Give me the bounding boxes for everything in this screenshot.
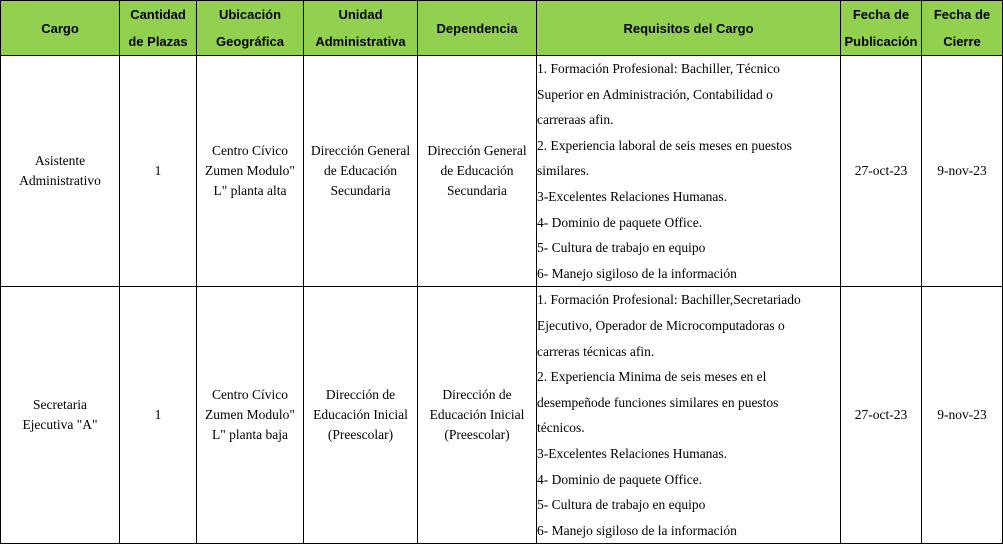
header-cantidad-line-2: de Plazas xyxy=(128,34,188,49)
cargo-line: Asistente xyxy=(34,153,86,169)
cell-unidad xyxy=(304,56,418,287)
requisito-line: 2. Experiencia laboral de seis meses en puestos xyxy=(537,137,792,153)
requisito-line: 6- Manejo sigiloso de la información xyxy=(537,265,737,281)
cargo-line: Ejecutiva "A" xyxy=(22,417,98,433)
requisito-line: 6- Manejo sigiloso de la información xyxy=(537,522,737,538)
cell-dependencia xyxy=(418,56,537,287)
cell-cantidad xyxy=(120,287,197,544)
cell-requisitos xyxy=(537,287,841,544)
unidad-line: Secundaria xyxy=(330,183,391,199)
header-ubicacion-line-1: Ubicación xyxy=(218,7,282,22)
requisito-line: 3-Excelentes Relaciones Humanas. xyxy=(537,188,728,204)
requisito-line: 3-Excelentes Relaciones Humanas. xyxy=(537,445,728,461)
table-row xyxy=(1,287,1003,544)
unidad-line: de Educación xyxy=(323,163,398,179)
header-cantidad-line-1: Cantidad xyxy=(130,7,186,22)
requisito-line: 2. Experiencia Minima de seis meses en el xyxy=(537,369,767,385)
ubicacion-line: Centro Cívico xyxy=(211,387,289,403)
dependencia-line: (Preescolar) xyxy=(444,427,510,443)
requisito-line: 5- Cultura de trabajo en equipo xyxy=(537,497,706,513)
requisito-line: 1. Formación Profesional: Bachiller, Técnico xyxy=(537,61,780,76)
header-requisitos xyxy=(537,1,841,56)
header-fecha-cierre xyxy=(922,1,1003,56)
cargo-line: Secretaria xyxy=(33,397,87,413)
cargo-line: Administrativo xyxy=(19,173,101,189)
header-fecha-publicacion-line-1: Fecha de xyxy=(852,7,910,22)
header-cantidad xyxy=(120,1,197,56)
dependencia-line: Dirección General xyxy=(427,143,527,159)
cell-ubicacion xyxy=(197,287,304,544)
cell-fecha-cierre xyxy=(922,287,1003,544)
header-row xyxy=(1,1,1003,56)
ubicacion-line: Zumen Modulo" xyxy=(205,163,295,179)
cell-unidad xyxy=(304,287,418,544)
requisito-line: 4- Dominio de paquete Office. xyxy=(537,214,703,230)
requisito-line: 5- Cultura de trabajo en equipo xyxy=(537,240,706,256)
unidad-line: Educación Inicial xyxy=(313,407,408,423)
cell-fecha-publicacion xyxy=(841,287,922,544)
header-fecha-cierre-line-1: Fecha de xyxy=(933,7,991,22)
unidad-line: Dirección de xyxy=(325,387,396,403)
ubicacion-line: L" planta baja xyxy=(212,427,288,443)
requisito-line: similares. xyxy=(537,163,590,179)
cell-fecha-cierre xyxy=(922,56,1003,287)
cell-cantidad xyxy=(120,56,197,287)
cell-cargo xyxy=(1,287,120,544)
requisito-line: Superior en Administración, Contabilidad o xyxy=(537,86,773,102)
cell-dependencia xyxy=(418,287,537,544)
ubicacion-line: Zumen Modulo" xyxy=(205,407,295,423)
table-row xyxy=(1,56,1003,287)
header-unidad-line-2: Administrativa xyxy=(315,34,406,49)
header-ubicacion-line-2: Geográfica xyxy=(216,34,284,49)
header-unidad-line-1: Unidad xyxy=(338,7,383,22)
requisito-line: carreras técnicas afin. xyxy=(537,343,655,359)
header-cargo xyxy=(1,1,120,56)
unidad-line: Dirección General xyxy=(310,143,411,159)
cell-fecha-publicacion xyxy=(841,56,922,287)
cell-requisitos xyxy=(537,56,841,287)
cantidad-value: 1 xyxy=(154,163,162,179)
header-fecha-publicacion xyxy=(841,1,922,56)
dependencia-line: Secundaria xyxy=(447,183,507,199)
requisito-line: 4- Dominio de paquete Office. xyxy=(537,471,703,487)
fecha-cierre-value: 9-nov-23 xyxy=(937,407,987,423)
header-dependencia xyxy=(418,1,537,56)
requisito-line: 1. Formación Profesional: Bachiller,Secretariado xyxy=(537,292,801,308)
header-fecha-cierre-line-2: Cierre xyxy=(943,34,981,49)
requisito-line: carreraas afin. xyxy=(537,112,614,128)
unidad-line: (Preescolar) xyxy=(327,427,394,443)
header-requisitos-label: Requisitos del Cargo xyxy=(623,20,754,36)
requisito-line: desempeñode funciones similares en puestos xyxy=(537,394,779,410)
ubicacion-line: Centro Cívico xyxy=(211,143,289,159)
fecha-publicacion-value: 27-oct-23 xyxy=(854,163,908,179)
requisito-line: Ejecutivo, Operador de Microcomputadoras o xyxy=(537,317,785,333)
cantidad-value: 1 xyxy=(154,407,162,423)
header-fecha-publicacion-line-2: Publicación xyxy=(844,34,918,49)
header-cargo-label: Cargo xyxy=(41,20,79,36)
cell-cargo xyxy=(1,56,120,287)
header-dependencia-label: Dependencia xyxy=(436,20,518,36)
header-ubicacion xyxy=(197,1,304,56)
header-unidad xyxy=(304,1,418,56)
requisito-line: técnicos. xyxy=(537,420,585,436)
ubicacion-line: L" planta alta xyxy=(213,183,287,199)
fecha-cierre-value: 9-nov-23 xyxy=(937,163,987,179)
dependencia-line: de Educación xyxy=(440,163,514,179)
dependencia-line: Dirección de xyxy=(442,387,512,403)
cell-ubicacion xyxy=(197,56,304,287)
fecha-publicacion-value: 27-oct-23 xyxy=(854,407,908,423)
dependencia-line: Educación Inicial xyxy=(429,407,525,423)
